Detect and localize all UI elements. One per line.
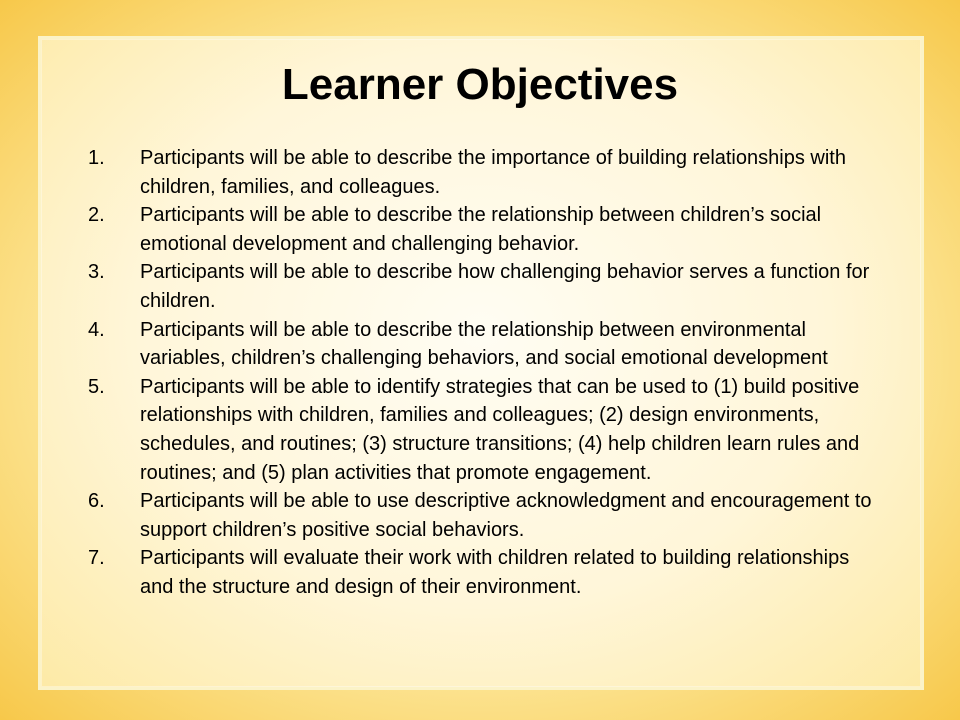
objectives-list [88, 144, 888, 602]
objective-text: Participants will be able to use descriptive acknowledgment and encouragement to support children’s positive social behaviors. [140, 490, 872, 541]
objective-text: Participants will be able to describe the relationship between environmental variables, children’s challenging behaviors, and social emotional development [140, 318, 828, 370]
objective-number: 4. [88, 318, 105, 341]
objective-number: 5. [88, 375, 105, 398]
objective-text: Participants will be able to describe the relationship between children’s social emotional development and challenging behavior. [140, 204, 822, 255]
objective-item [88, 201, 888, 258]
objective-number: 6. [88, 490, 105, 513]
objective-item [88, 316, 888, 373]
slide-title: Learner Objectives [281, 60, 679, 109]
objective-number: 3. [88, 261, 105, 284]
objective-number: 1. [88, 147, 105, 169]
objective-text: Participants will evaluate their work with children related to building relationships and the structure and design of their environment. [140, 547, 850, 598]
objective-number: 2. [88, 204, 105, 227]
objective-item [88, 544, 888, 601]
objective-text: Participants will be able to identify strategies that can be used to (1) build positive relationships with children, families and colleagues; (2) design environments, schedules, and routines; (3) structure transitions; (4) help children learn rules and routines; and (5) plan activities that promote engagement. [140, 375, 860, 484]
objective-item [88, 487, 888, 544]
objective-text: Participants will be able to describe the importance of building relationships with children, families, and colleagues. [140, 147, 846, 198]
objective-number: 7. [88, 547, 105, 570]
objective-item [88, 258, 888, 315]
objective-text: Participants will be able to describe how challenging behavior serves a function for children. [140, 261, 870, 312]
objective-item [88, 373, 888, 487]
objective-item [88, 144, 888, 201]
